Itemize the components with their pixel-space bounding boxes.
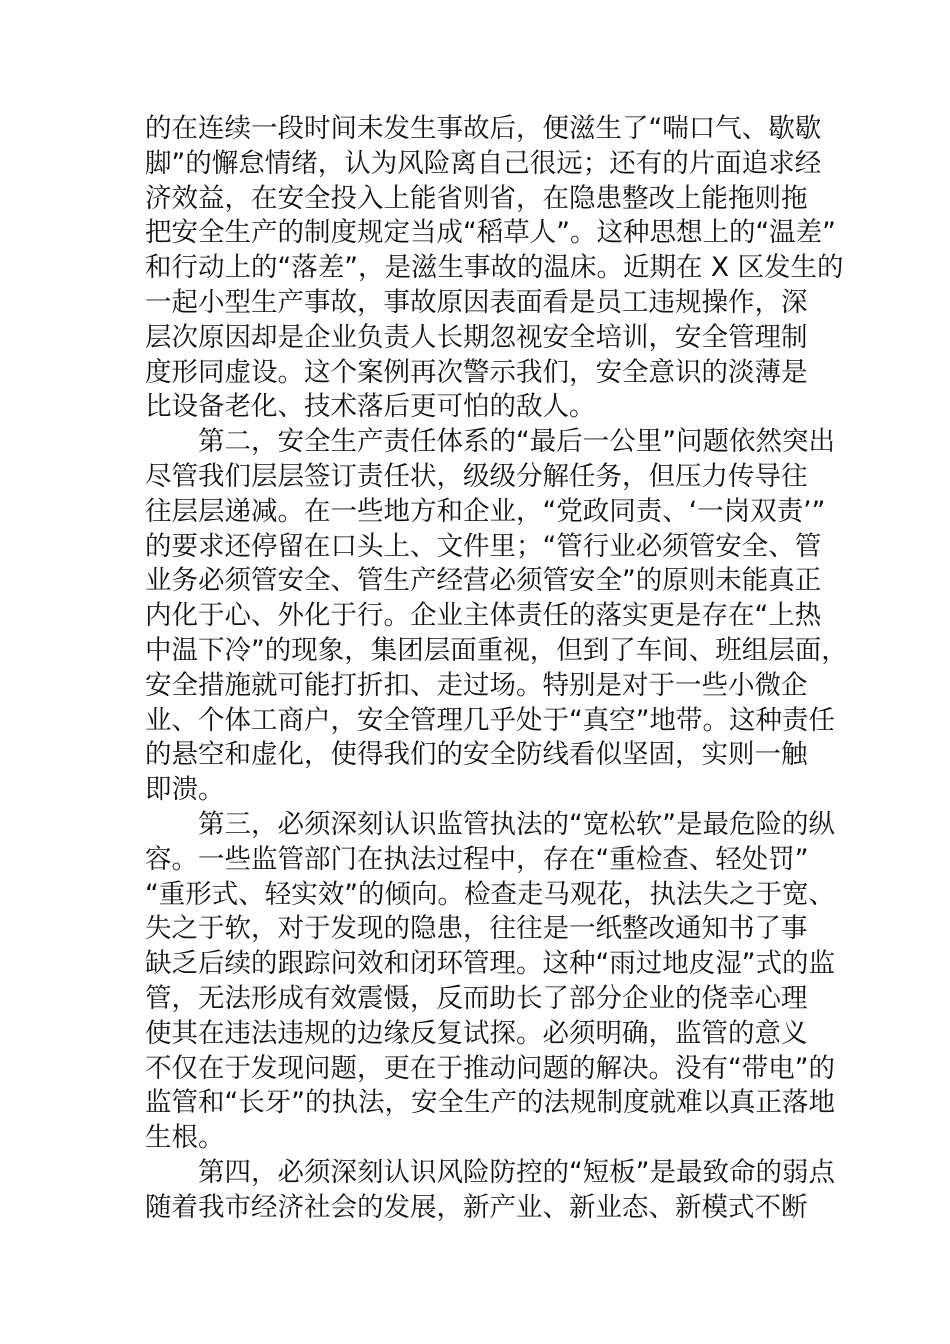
text-line: 即溃。 bbox=[145, 774, 225, 806]
text-line: 层次原因却是企业负责人长期忽视安全培训，安全管理制 bbox=[145, 321, 808, 353]
text-line: 失之于软，对于发现的隐患，往往是一纸整改通知书了事 bbox=[145, 913, 808, 945]
text-line: 生根。 bbox=[145, 1122, 225, 1154]
text-line: 一起小型生产事故，事故原因表面看是员工违规操作，深 bbox=[145, 286, 808, 318]
text-line: 度形同虚设。这个案例再次警示我们，安全意识的淡薄是 bbox=[145, 356, 808, 388]
text-line: 尽管我们层层签订责任状，级级分解任务，但压力传导往 bbox=[145, 460, 808, 492]
text-line: 容。一些监管部门在执法过程中，存在“重检查、轻处罚” bbox=[145, 843, 809, 875]
text-line: 管，无法形成有效震慑，反而助长了部分企业的侥幸心理 bbox=[145, 982, 808, 1014]
paragraph-first-line: 第三，必须深刻认识监管执法的“宽松软”是最危险的纵 bbox=[198, 808, 835, 840]
text-line: 济效益，在安全投入上能省则省，在隐患整改上能拖则拖 bbox=[145, 182, 808, 214]
text-line: 随着我市经济社会的发展，新产业、新业态、新模式不断 bbox=[145, 1191, 808, 1223]
text-line: 的要求还停留在口头上、文件里；“管行业必须管安全、管 bbox=[145, 530, 822, 562]
text-line: 监管和“长牙”的执法，安全生产的法规制度就难以真正落地 bbox=[145, 1087, 835, 1119]
paragraph-first-line: 第二，安全生产责任体系的“最后一公里”问题依然突出 bbox=[198, 426, 835, 458]
text-line: 缺乏后续的跟踪问效和闭环管理。这种“雨过地皮湿”式的监 bbox=[145, 948, 835, 980]
text-line: 的在连续一段时间未发生事故后，便滋生了“喘口气、歇歇 bbox=[145, 113, 822, 144]
text-line: 业、个体工商户，安全管理几乎处于“真空”地带。这种责任 bbox=[145, 704, 835, 736]
document-page bbox=[145, 112, 848, 1226]
text-line: 中温下冷”的现象，集团层面重视，但到了车间、班组层面， bbox=[145, 634, 848, 666]
text-line: 使其在违法违规的边缘反复试探。必须明确，监管的意义 bbox=[145, 1017, 808, 1049]
text-line: 往层层递减。在一些地方和企业，“党政同责、‘一岗双责’” bbox=[145, 495, 826, 527]
text-line: 把安全生产的制度规定当成“稻草人”。这种思想上的“温差” bbox=[145, 217, 836, 249]
text-line: 内化于心、外化于行。企业主体责任的落实更是存在“上热 bbox=[145, 600, 822, 632]
text-line: 不仅在于发现问题，更在于推动问题的解决。没有“带电”的 bbox=[145, 1052, 835, 1084]
paragraph-first-line: 第四，必须深刻认识风险防控的“短板”是最致命的弱点 bbox=[198, 1156, 835, 1188]
text-line: 脚”的懈怠情绪，认为风险离自己很远；还有的片面追求经 bbox=[145, 147, 822, 179]
text-line: 和行动上的“落差”，是滋生事故的温床。近期在 X 区发生的 bbox=[145, 252, 844, 284]
text-line: 安全措施就可能打折扣、走过场。特别是对于一些小微企 bbox=[145, 669, 808, 701]
text-line: 比设备老化、技术落后更可怕的敌人。 bbox=[145, 391, 596, 423]
text-line: “重形式、轻实效”的倾向。检查走马观花，执法失之于宽、 bbox=[145, 878, 835, 910]
text-line: 业务必须管安全、管生产经营必须管安全”的原则未能真正 bbox=[145, 565, 822, 597]
text-line: 的悬空和虚化，使得我们的安全防线看似坚固，实则一触 bbox=[145, 739, 808, 771]
